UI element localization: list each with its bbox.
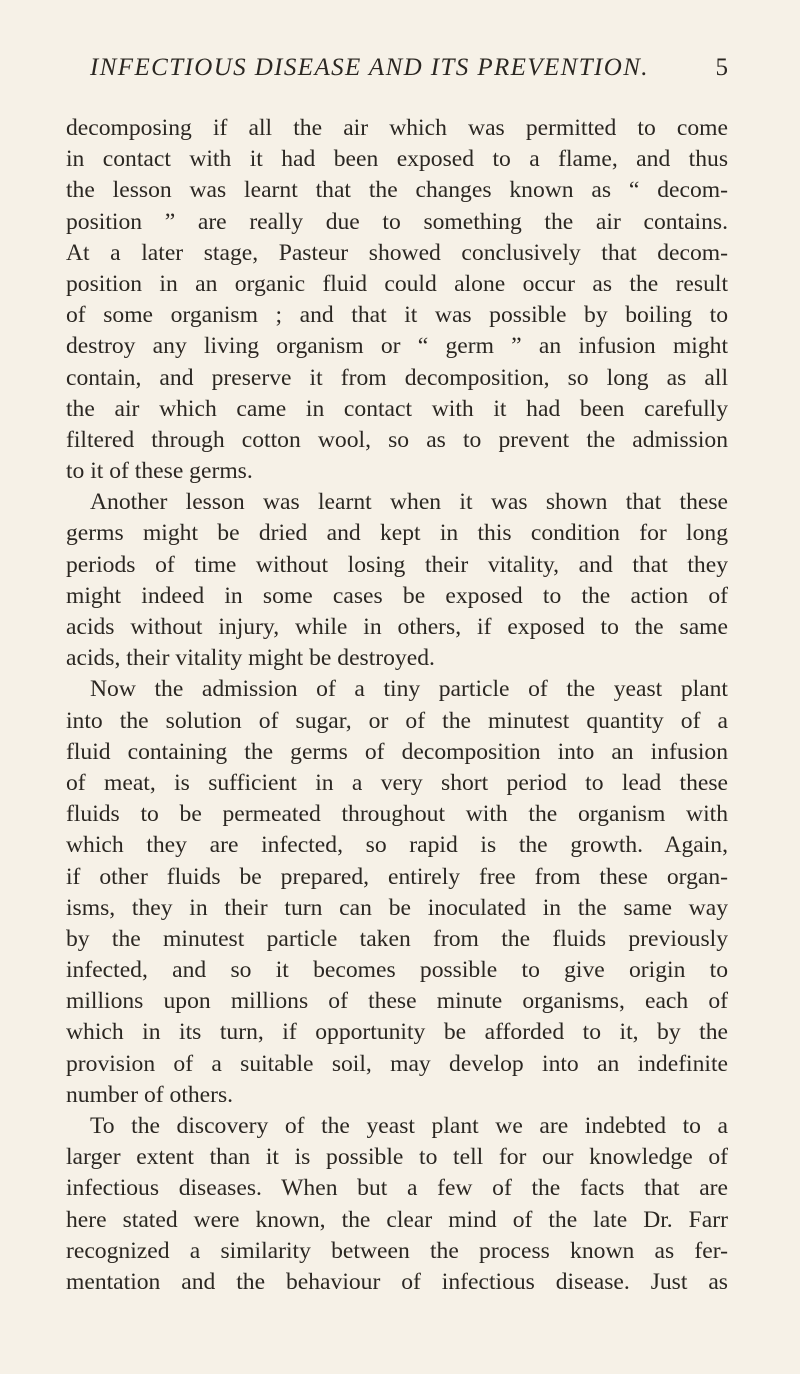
text-line: into the solution of sugar, or of the minutest quantity of a	[66, 707, 728, 734]
text-line: position ” are really due to something the air contains.	[66, 208, 728, 235]
text-line: to it of these germs.	[66, 458, 253, 485]
text-line: fluid containing the germs of decomposition into an infusion	[66, 738, 728, 765]
text-line: might indeed in some cases be exposed to the action of	[66, 582, 728, 609]
text-line: the lesson was learnt that the changes known as “ decom-	[66, 177, 728, 204]
text-line: if other fluids be prepared, entirely free from these organ-	[66, 863, 728, 890]
text-line: of some organism ; and that it was possible by boiling to	[66, 302, 728, 329]
text-line: of meat, is sufficient in a very short period to lead these	[66, 769, 728, 796]
text-line: infectious diseases. When but a few of the facts that are	[66, 1175, 728, 1202]
text-line: provision of a suitable soil, may develop into an indefinite	[66, 1050, 728, 1077]
text-line: which in its turn, if opportunity be afforded to it, by the	[66, 1019, 728, 1046]
text-line: mentation and the behaviour of infectious disease. Just as	[66, 1268, 728, 1295]
text-line: the air which came in contact with it had been carefully	[66, 395, 728, 422]
body-text	[66, 113, 728, 1298]
paragraph-start-line: Another lesson was learnt when it was shown that these	[90, 489, 728, 516]
paragraph-start-line: Now the admission of a tiny particle of the yeast plant	[90, 676, 728, 703]
text-line: fluids to be permeated throughout with the organism with	[66, 801, 728, 828]
text-line: number of others.	[66, 1081, 234, 1108]
text-line: At a later stage, Pasteur showed conclusively that decom-	[66, 239, 728, 266]
text-line: here stated were known, the clear mind of the late Dr. Farr	[66, 1206, 728, 1233]
text-line: germs might be dried and kept in this condition for long	[66, 520, 728, 547]
text-line: by the minutest particle taken from the fluids previously	[66, 925, 728, 952]
text-line: larger extent than it is possible to tell for our knowledge of	[66, 1144, 728, 1171]
page-number: 5	[715, 54, 728, 81]
text-line: infected, and so it becomes possible to give origin to	[66, 957, 728, 984]
text-line: periods of time without losing their vitality, and that they	[66, 551, 728, 578]
text-line: in contact with it had been exposed to a flame, and thus	[66, 146, 728, 173]
text-line: acids without injury, while in others, if exposed to the same	[66, 614, 728, 640]
text-line: acids, their vitality might be destroyed.	[66, 645, 435, 672]
running-head	[90, 54, 728, 90]
text-line: which they are infected, so rapid is the growth. Again,	[66, 832, 728, 859]
paragraph-start-line: To the discovery of the yeast plant we are indebted to a	[90, 1113, 728, 1139]
text-line: recognized a similarity between the process known as fer-	[66, 1237, 728, 1264]
text-line: destroy any living organism or “ germ ” an infusion might	[66, 333, 728, 360]
running-title: INFECTIOUS DISEASE AND ITS PREVENTION.	[90, 54, 649, 81]
text-line: filtered through cotton wool, so as to prevent the admission	[66, 426, 728, 453]
text-line: isms, they in their turn can be inoculated in the same way	[66, 894, 728, 921]
text-line: contain, and preserve it from decomposition, so long as all	[66, 364, 728, 391]
text-line: position in an organic fluid could alone occur as the result	[66, 270, 728, 297]
text-line: millions upon millions of these minute organisms, each of	[66, 988, 728, 1015]
text-line: decomposing if all the air which was permitted to come	[66, 115, 728, 141]
